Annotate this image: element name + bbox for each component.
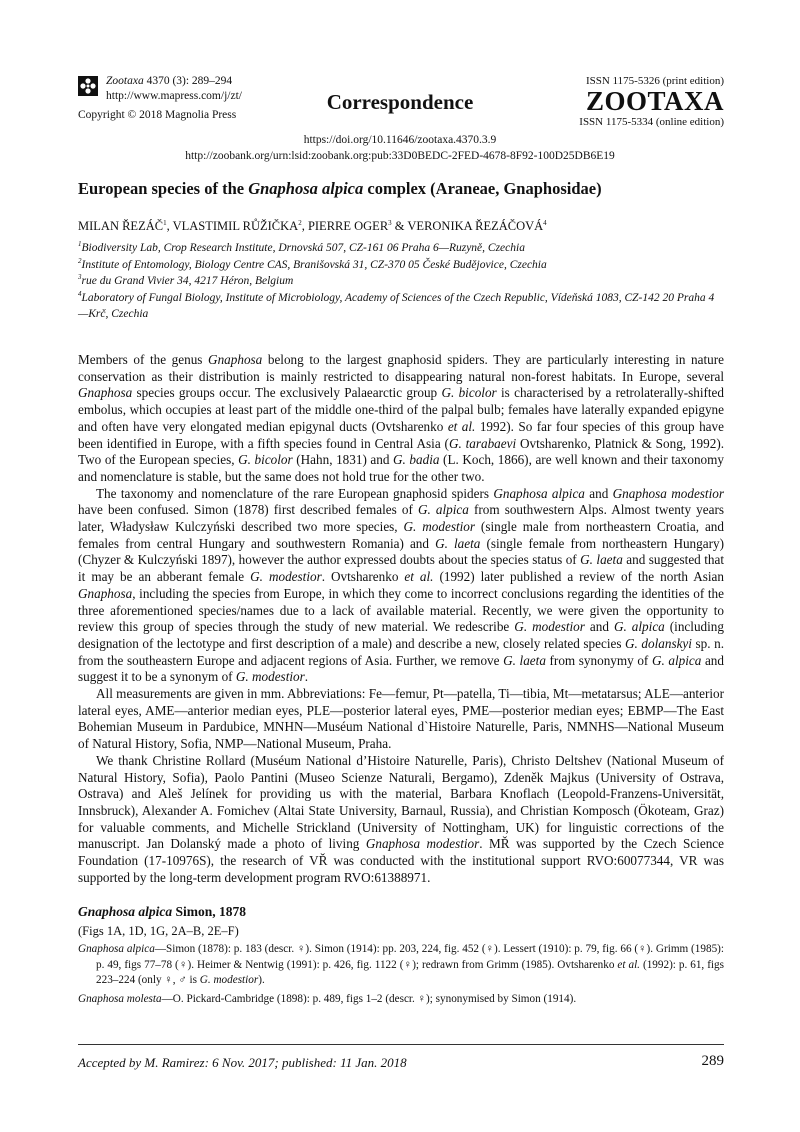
italic-term: et al. [617,958,640,971]
author-separator: , [301,219,308,233]
author [173,219,308,233]
paragraph [78,486,724,686]
author [407,219,546,233]
zoobank-link[interactable]: http://zoobank.org/urn:lsid:zoobank.org:pub:33D0BEDC-2FED-4678-8F92-100D25DB6E19 [185,150,615,162]
italic-term: Gnaphosa alpica [493,485,585,501]
italic-term: G. modestior [514,619,585,635]
text-run: species groups occur. The exclusively Palaearctic group [132,385,442,401]
text-run: and [584,485,613,501]
author-separator: , [166,219,173,233]
copyright: Copyright © 2018 Magnolia Press [78,109,237,121]
paragraph [78,352,724,486]
affiliation-marker: 1 [78,240,82,249]
affiliation-text: Biodiversity Lab, Crop Research Institute, Drnovská 507, CZ-161 06 Praha 6—Ruzyně, Czechia [81,242,525,254]
taxon-figures: (Figs 1A, 1D, 1G, 2A–B, 2E–F) [78,924,239,938]
text-run: —O. Pickard-Cambridge (1898): p. 489, figs 1–2 (descr. ♀); synonymised by Simon (1914). [161,992,577,1005]
affiliation-text: Laboratory of Fungal Biology, Institute of Microbiology, Academy of Sciences of the Czech Republic, Vídeňská 1083, CZ-142 20 Praha 4—Krč, Czechia [78,291,715,320]
affiliation-text: Institute of Entomology, Biology Centre CAS, Branišovská 31, CZ-370 05 České Budějovice, Czechia [81,258,547,271]
text-run: and [584,619,614,635]
affiliation-marker: 2 [298,218,302,227]
affiliation [78,240,724,257]
italic-term: G. laeta [580,552,623,568]
italic-term: G. modestior [199,974,259,986]
text-run: (L. Koch, 1866), are well known and their taxonomy and nomenclature is stable, but the same does not hold true for the other two. [78,452,724,484]
taxon-heading [78,904,724,920]
author-name: MILAN ŘEZÁČ [78,219,164,233]
italic-term: et al. [447,418,476,434]
taxon-author: Simon, 1878 [172,904,247,919]
issn-print: ISSN 1175-5326 (print edition) [586,75,724,87]
author-name: VERONIKA ŘEZÁČOVÁ [407,219,544,233]
issn-block [579,74,724,129]
text-run: sp. n. from the southeastern Europe and adjacent regions of Asia. Further, we remove [78,635,724,668]
italic-term: Gnaphosa alpica [78,943,155,955]
text-run: 1992). So far four species of this group have been identified in Europe, with a fifth species found in Central Asia ( [78,418,724,451]
zootaxa-wordmark: ZOOTAXA [585,86,724,116]
text-run: is characterised by a retrolaterally-shifted embolus, which occupies at least part of the middle one-third of the palpal bulb; females have laterally expanded epigyne and often have very elongated median epigynal ducts (Ovtsharenko [78,385,724,434]
italic-term: Gnaphosa molesta [78,992,162,1005]
text-run: . [304,669,309,685]
text-run: , including the species from Europe, in which they come to incorrect conclusions regarding the identities of the three aforementioned species/names due to a lack of available material. Recently, we were given the opportunity to review this group of species through the study of new material. We redescribe [78,585,724,635]
text-run: (1992): p. 61, figs 223–224 (only ♀, ♂ is [96,958,724,986]
article-body [78,352,724,887]
affiliation-marker: 1 [163,218,167,227]
journal-name: Zootaxa [106,75,144,87]
text-run: and suggest it to be a synonym of [78,652,724,685]
author-list [78,219,547,234]
synonymy-entry [78,992,724,1008]
page-number: 289 [701,1053,724,1069]
synonymy-list [78,942,724,1007]
journal-issue: 4370 (3): 289–294 [146,75,233,87]
text-run: belong to the largest gnaphosid spiders. They are particularly interesting in nature conservation as their distribution is mainly restricted to disappearing natural non-forest habitats. In Europe, several [78,352,725,384]
italic-term: Gnaphosa [78,585,133,601]
affiliation-marker: 3 [78,273,82,282]
affiliation-marker: 3 [388,218,392,227]
text-run: (1992) later published a review of the north Asian [433,569,724,585]
text-run: (including designation of the lectotype and first description of a male) and describe a new, closely related species [78,619,724,651]
affiliation-marker: 4 [543,218,547,227]
italic-term: G. alpica [651,652,702,668]
article-title [78,179,602,199]
text-run: . Ovtsharenko [321,569,405,585]
text-run: (single male from northeastern Croatia, and females from central Hungary and southwestern Romania) and [78,519,724,551]
taxon-name: Gnaphosa alpica [78,904,173,919]
italic-term: G. dolanskyi [625,635,692,651]
paragraph [78,686,724,753]
paragraph [78,753,724,887]
italic-term: G. tarabaevi [448,435,517,451]
title-text: European species of the [78,179,249,198]
text-run: (single female from northeastern Hungary) (Chyzer & Kulczyński 1897), however the author expressed doubts about the species status of [78,535,724,568]
text-run: Members of the genus [78,352,209,367]
author-name: PIERRE OGER [307,219,389,233]
italic-term: et al. [404,569,434,585]
italic-term: G. modestior [250,569,322,585]
identifiers [0,132,800,164]
affiliation [78,273,724,290]
text-run: ). [258,974,265,986]
italic-term: G. alpica [417,502,469,518]
text-run: All measurements are given in mm. Abbreviations: Fe—femur, Pt—patella, Ti—tibia, Mt—metatarsus; ALE—anterior lateral eyes, AME—anterior median eyes, PLE—posterior lateral eyes, PME—posterior median eyes; EBMP—The East Bohemian Museum in Pardubice, MNHN—Muséum National d`Histoire Naturelle, Paris, NMNHS—National Museum of Natural History, Sofia, NMP—National Museum, Praha. [78,686,724,752]
italic-term: Gnaphosa [78,385,133,401]
text-run: The taxonomy and nomenclature of the rare European gnaphosid spiders [96,485,494,501]
author-separator: & [391,219,408,233]
italic-term: Gnaphosa modestior [365,836,480,852]
italic-term: G. bicolor [238,452,293,468]
text-run: . MŘ was supported by the Czech Science Foundation (17-10976S), the research of VŘ was conducted with the institutional support RVO:60077344, VR was supported by the long-term development program RVO:61388971. [78,836,725,885]
italic-term: G. badia [393,452,440,468]
affiliation [78,257,724,274]
italic-term: G. modestior [403,519,476,535]
italic-term: G. bicolor [441,385,497,401]
italic-term: Gnaphosa [208,352,263,367]
title-taxon: Gnaphosa alpica [248,179,364,198]
italic-term: G. laeta [435,535,481,551]
text-run: (Hahn, 1831) and [292,452,394,468]
text-run: from synonymy of [545,652,652,668]
italic-term: Gnaphosa modestior [612,485,724,501]
text-run: from southwestern Alps. Almost twenty years later, Władysław Kulczyński described two more species, [78,502,724,535]
affiliations [78,240,724,323]
text-run: have been confused. Simon (1878) first described females of [78,502,418,518]
affiliation-text: rue du Grand Vivier 34, 4217 Héron, Belgium [81,275,294,287]
journal-url[interactable]: http://www.mapress.com/j/zt/ [106,90,242,102]
italic-term: G. modestior [235,669,305,685]
text-run: and suggested that it may be an abberant female [78,552,724,585]
affiliation-marker: 2 [78,256,82,265]
author [308,219,407,233]
issn-online: ISSN 1175-5334 (online edition) [579,116,724,128]
section-label: Correspondence [326,90,474,114]
taxon-section [78,904,724,1007]
italic-term: G. alpica [613,619,665,635]
title-text: complex (Araneae, Gnaphosidae) [363,179,602,198]
accepted-note: Accepted by M. Ramirez: 6 Nov. 2017; published: 11 Jan. 2018 [78,1055,407,1070]
text-run: We thank Christine Rollard (Muséum National d’Histoire Naturelle, Paris), Christo Deltshev (National Museum of Natural History, Sofia), Paolo Pantini (Museo Scienze Naturali, Bergamo), Zdeněk Majkus (University of Ostrava, Ostrava) and Aleš Jelínek for providing us with the material, Barbara Knoflach (Leopold-Franzens-Universität, Innsbruck), Alexander A. Fomichev (Altai State University, Barnaul, Russia), and Christian Komposch (Ökoteam, Graz) for valuable comments, and Michelle Strickland (University of Nottingham, UK) for linguistic corrections of the manuscript. Jan Dolanský made a photo of living [78,752,724,852]
italic-term: G. laeta [503,652,546,668]
author-name: VLASTIMIL RŮŽIČKA [172,219,299,233]
text-run: Ovtsharenko, Platnick & Song, 1992). Two of the European species, [78,435,725,468]
footer-rule [78,1044,724,1045]
author [78,219,173,233]
affiliation [78,290,724,323]
doi-link[interactable]: https://doi.org/10.11646/zootaxa.4370.3.9 [303,134,497,146]
affiliation-marker: 4 [78,289,82,298]
text-run: —Simon (1878): p. 183 (descr. ♀). Simon (1914): pp. 203, 224, fig. 452 (♀). Lessert (1910): p. 79, fig. 66 (♀). Grimm (1985): p. 49, figs 77–78 (♀). Heimer & Nentwig (1991): p. 426, fig. 1122 (♀); redrawn from Grimm (1985). Ovtsharenko [96,943,724,971]
synonymy-entry [78,942,724,989]
